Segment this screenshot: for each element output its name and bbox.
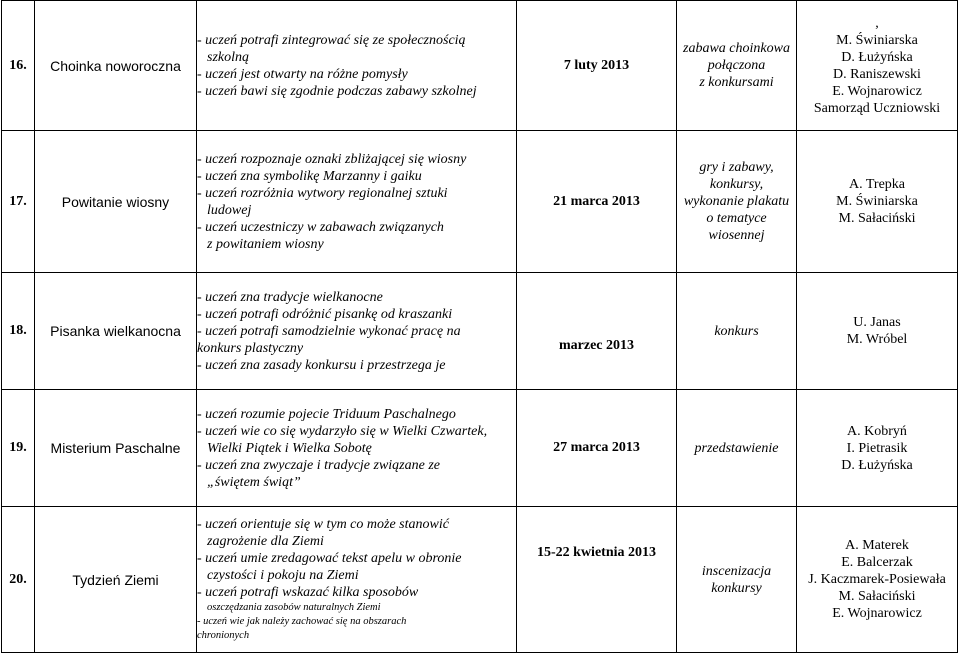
table-row: [2, 1, 958, 131]
person-name: M. Sałaciński: [838, 211, 916, 226]
goal-line: - uczeń rozpoznaje oznaki zbliżającej się wiosny: [197, 151, 467, 167]
goal-line: - uczeń orientuje się w tym co może stanowić: [197, 517, 449, 532]
event-topic: Pisanka wielkanocna: [35, 273, 197, 390]
event-goals: [197, 507, 517, 653]
goal-line: - uczeń potrafi wskazać kilka sposobów: [197, 585, 419, 600]
person-name: A. Kobryń: [847, 423, 907, 439]
event-form: [677, 273, 797, 390]
responsible-persons: [797, 1, 958, 131]
event-topic: Tydzień Ziemi: [35, 507, 197, 653]
goal-line: chronionych: [197, 630, 250, 641]
table-row: [2, 390, 958, 507]
responsible-persons: [797, 390, 958, 507]
form-line: wykonanie plakatu: [683, 194, 790, 209]
person-name: M. Świniarska: [836, 194, 918, 209]
person-name: D. Raniszewski: [833, 66, 921, 82]
form-line: o tematyce: [706, 211, 767, 226]
goal-line: „świętem świąt”: [207, 474, 301, 490]
event-topic: Choinka noworoczna: [35, 1, 197, 131]
goal-line: szkolną: [207, 49, 249, 65]
goal-line: - uczeń wie co się wydarzyło się w Wielki Czwartek,: [197, 423, 488, 439]
responsible-persons: [797, 507, 958, 653]
goal-line: - uczeń potrafi zintegrować się ze społecznością: [197, 32, 466, 48]
events-table: [1, 0, 958, 653]
goal-line: - uczeń umie zredagować tekst apelu w obronie: [197, 551, 462, 566]
goal-line: konkurs plastyczny: [197, 340, 304, 356]
person-name: U. Janas: [853, 315, 901, 330]
form-line: gry i zabawy,: [699, 160, 774, 175]
form-line: inscenizacja: [701, 563, 772, 579]
person-name: E. Wojnarowicz: [832, 606, 922, 621]
person-name: A. Trepka: [848, 177, 905, 192]
goal-line: - uczeń potrafi odróżnić pisankę od kraszanki: [197, 306, 453, 322]
goal-line: - uczeń uczestniczy w zabawach związanych: [197, 219, 444, 235]
event-topic: Powitanie wiosny: [35, 131, 197, 273]
event-goals: [197, 390, 517, 507]
person-name: M. Świniarska: [836, 32, 918, 48]
goal-line: - uczeń zna tradycje wielkanocne: [197, 289, 383, 305]
person-name: ,: [875, 15, 879, 31]
person-name: M. Wróbel: [846, 332, 908, 347]
person-name: M. Sałaciński: [838, 589, 916, 604]
goal-line: - uczeń zna zasady konkursu i przestrzega je: [197, 357, 446, 373]
event-goals: [197, 1, 517, 131]
event-form: [677, 131, 797, 273]
table-row: [2, 507, 958, 653]
goal-line: czystości i pokoju na Ziemi: [207, 568, 359, 583]
goal-line: - uczeń wie jak należy zachować się na obszarach: [197, 616, 407, 627]
person-name: D. Łużyńska: [841, 457, 913, 473]
goal-line: - uczeń potrafi samodzielnie wykonać pracę na: [197, 323, 461, 339]
form-line: połączona: [707, 58, 766, 73]
responsible-persons: [797, 131, 958, 273]
event-date: 27 marca 2013: [517, 390, 677, 507]
form-line: konkurs: [714, 323, 759, 339]
form-line: zabawa choinkowa: [683, 41, 790, 56]
goal-line: Wielki Piątek i Wielka Sobotę: [207, 440, 372, 456]
form-line: konkursy,: [709, 177, 764, 192]
table-row: [2, 131, 958, 273]
goal-line: ludowej: [207, 202, 252, 218]
event-date: 15-22 kwietnia 2013: [517, 507, 677, 653]
goal-line: - uczeń bawi się zgodnie podczas zabawy szkolnej: [197, 83, 477, 99]
event-topic: Misterium Paschalne: [35, 390, 197, 507]
row-number: 16.: [2, 1, 35, 131]
goal-line: oszczędzania zasobów naturalnych Ziemi: [207, 602, 381, 613]
goal-line: - uczeń rozróżnia wytwory regionalnej sztuki: [197, 185, 448, 201]
event-date: 7 luty 2013: [517, 1, 677, 131]
form-line: wiosennej: [708, 228, 765, 243]
row-number: 19.: [2, 390, 35, 507]
person-name: D. Łużyńska: [841, 49, 913, 65]
event-goals: [197, 273, 517, 390]
event-form: [677, 390, 797, 507]
event-form: [677, 507, 797, 653]
goal-line: - uczeń zna symbolikę Marzanny i gaiku: [197, 168, 422, 184]
person-name: A. Materek: [845, 538, 909, 553]
goal-line: zagrożenie dla Ziemi: [207, 534, 324, 549]
event-goals: [197, 131, 517, 273]
form-line: konkursy: [711, 580, 762, 596]
event-date: 21 marca 2013: [517, 131, 677, 273]
row-number: 17.: [2, 131, 35, 273]
goal-line: - uczeń zna zwyczaje i tradycje związane ze: [197, 457, 441, 473]
row-number: 18.: [2, 273, 35, 390]
person-name: J. Kaczmarek-Posiewała: [808, 572, 946, 587]
person-name: Samorząd Uczniowski: [813, 100, 941, 116]
table-row: [2, 273, 958, 390]
goal-line: - uczeń rozumie pojecie Triduum Paschalnego: [197, 406, 456, 422]
goal-line: - uczeń jest otwarty na różne pomysły: [197, 66, 408, 82]
form-line: z konkursami: [699, 75, 774, 90]
event-form: [677, 1, 797, 131]
person-name: E. Wojnarowicz: [832, 83, 922, 99]
responsible-persons: [797, 273, 958, 390]
form-line: przedstawienie: [694, 440, 779, 456]
person-name: I. Pietrasik: [846, 440, 908, 456]
row-number: 20.: [2, 507, 35, 653]
event-date: marzec 2013: [517, 273, 677, 390]
goal-line: z powitaniem wiosny: [207, 236, 324, 252]
person-name: E. Balcerzak: [841, 555, 913, 570]
